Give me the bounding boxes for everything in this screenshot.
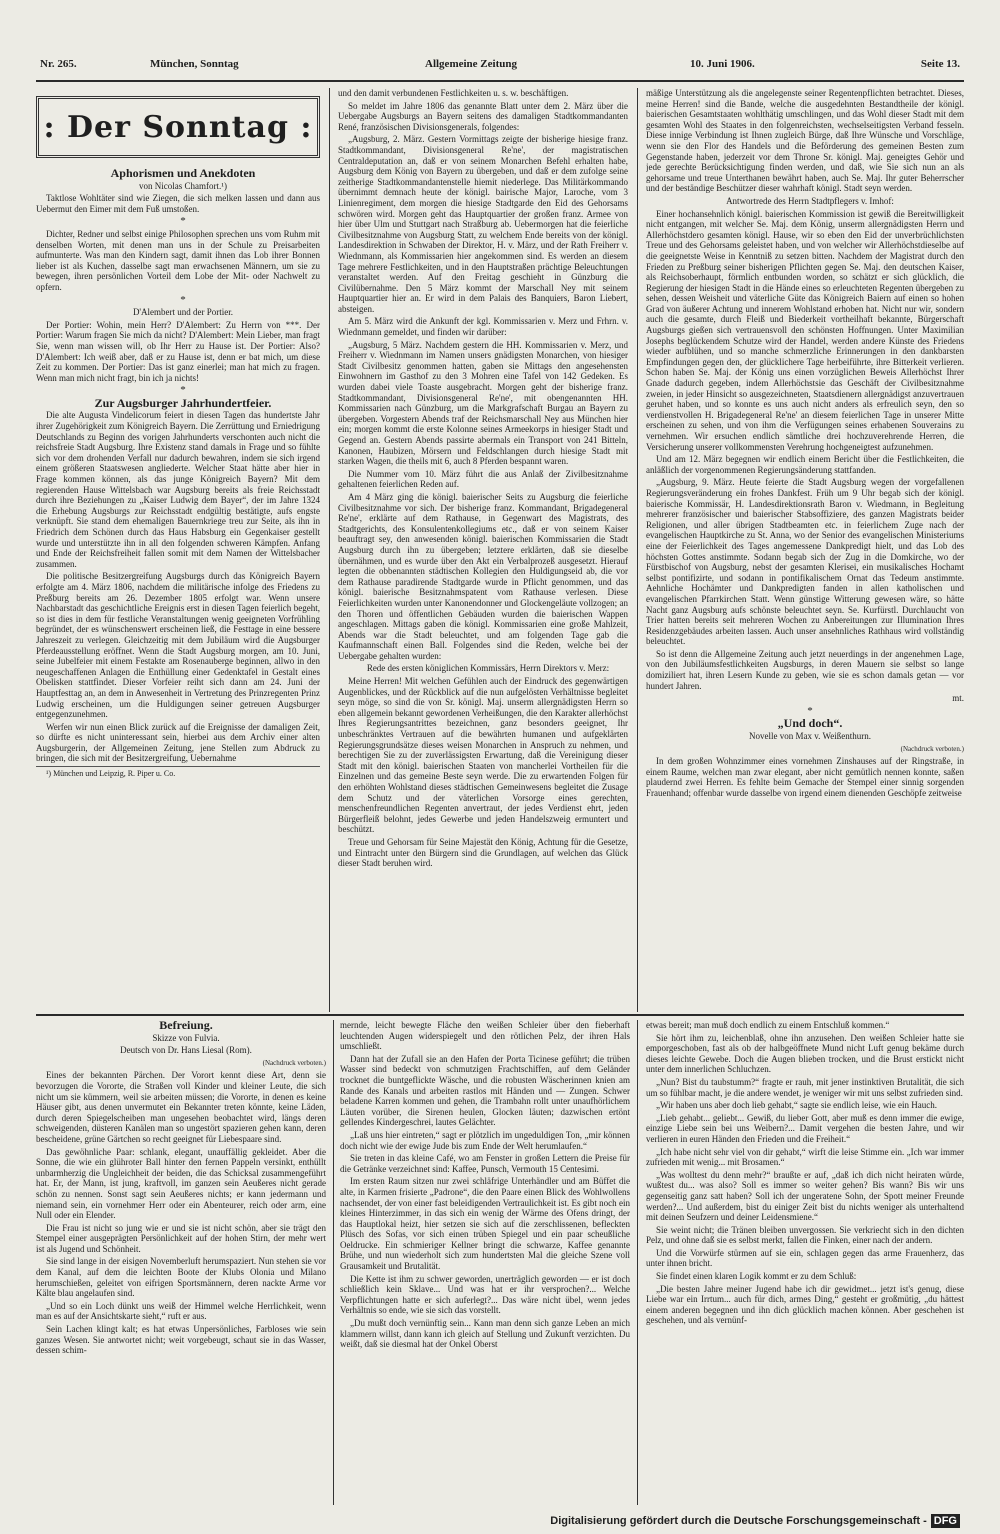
section-divider (36, 1014, 964, 1016)
paragraph: In dem großen Wohnzimmer eines vornehmen Zinshauses auf der Ringstraße, in einem Raume, welchen man zwar elegant, aber nicht gemütlich nennen konnte, saßen plaudernd zwei Herren. Es fehlte beim Gemache der Stempel einer sinnig sorgenden Frauenhand; offenbar wurde dasselbe von irgend einem dienenden Geschöpfe zeitweise (646, 756, 964, 798)
separator-star: * (807, 704, 813, 717)
aphorisms-title: Aphorismen und Anekdoten (110, 168, 256, 180)
paragraph: Die Frau ist nicht so jung wie er und sie ist nicht schön, aber sie trägt den Stempel einer ausgeprägten Persönlichkeit auf der hohen Stirn, der mehr wert ist als Jugend und Schönheit. (36, 1222, 326, 1254)
aphorisms-author: von Nicolas Chamfort.¹) (139, 180, 227, 191)
speech-heading: Rede des ersten königlichen Kommissärs, Herrn Direktors v. Merz: (366, 663, 610, 674)
paragraph: Eines der bekannten Pärchen. Der Vorort kennt diese Art, denn sie bevorzugen die Vororte, die Straßen voll Kinder und kleiner Leute, die sich nicht um sie kümmern, weil sie arbeiten müssen; die Vororte, in denen es keine Häuser gibt, aus denen unvermutet ein Bekannter treten könnte, keine Läden, durch deren Spiegelscheiben man ungesehen beobachtet wird, längs deren schweigenden, düsteren Kanälen man so ungestört spazieren gehen kann, deren bescheidene, grüne Gärtchen so recht geeignet für Liebespaare sind. (36, 1070, 326, 1144)
paragraph: Sie sind lange in der eisigen Novemberluft herumspaziert. Nun stehen sie vor dem Kanal, auf dem die leichten Boote der Klubs Olonia und Milano herumschießen, geleitet von eifrigen Sportsmännern, deren nackte Arme vor Kälte blau angelaufen sind. (36, 1256, 326, 1299)
paragraph: Im ersten Raum sitzen nur zwei schläfrige Unterhändler und am Büffet die alte, in Karmen frisierte „Padrone“, die den Paare einen Blick des Wohlwollens nachsendet, der von einer fast beleidigenden Vertraulichkeit ist. Es gibt noch ein kleines Hinterzimmer, in das sich ein wenig der Wärme des Ofens dringt, der das Hauptlokal heizt, hier setzen sie sich auf die zerschlissenen, befleckten Plüsch des Sofas, vor sich einen trüben Spiegel und ein paar scheußliche Oeldrucke. Ein schmieriger Kellner bringt die schwarze, Kaffee genannte Brühe, und nun wiederholt sich zum hundertsten Mal die gleiche Szene voll Grausamkeit und Brutalität. (340, 1176, 630, 1272)
paragraph: und den damit verbundenen Festlichkeiten u. s. w. beschäftigen. (338, 88, 569, 98)
column-divider (333, 1020, 334, 1505)
augsburg-title: Zur Augsburger Jahrhundertfeier. (94, 395, 272, 410)
separator-star: * (180, 215, 186, 228)
paragraph: Taktlose Wohltäter sind wie Ziegen, die sich melken lassen und dann aus Uebermut den Eimer mit dem Fuß umstoßen. (36, 193, 320, 214)
paragraph: Der Portier: Wohin, mein Herr? D'Alembert: Zu Herrn von ***. Der Portier: Warum fragen Sie mich da nicht? D'Alembert: Mein Lieber, man fragt Sie, wenn man wissen will, ob Ihr Herr zu Hause ist. Der Portier: Also? D'Alembert: Ich weiß aber, daß er zu Hause ist, denn er bat mich, um diese Zeit zu kommen. Der Portier: Das ist ganz einerlei; man hat mich zu fragen. Wenn man mich nicht fragt, bin ich ja nichts! (36, 319, 320, 383)
paragraph: Treue und Gehorsam für Seine Majestät den König, Achtung für die Gesetze, und Eintracht unter den Bürgern sind die Grundlagen, auf welchen das Glück dieser Stadt beruhen wird. (338, 836, 628, 869)
paragraph: Sie hört ihm zu, leichenblaß, ohne ihn anzusehen. Den weißen Schleier hatte sie emporgeschoben, fast als ob der halbgeöffnete Mund nicht Luft genug bekäme durch dieses leichte Gewebe. Doch die Augen blieben trocken, und die Brust erstickt nicht unter dem innerlichen Schluchzen. (646, 1032, 964, 1075)
paragraph: Sein Lachen klingt kalt; es hat etwas Unpersönliches, Farbloses wie sein ganzes Wesen. Sie antwortet nicht; weit vorgebeugt, schaut sie in das Wasser, dessen schim- (36, 1324, 326, 1356)
paragraph: Werfen wir nun einen Blick zurück auf die Ereignisse der damaligen Zeit, so dürfte es nicht uninteressant sein, hierbei aus dem Archiv einer alten Augsburgerin, der Allgemeinen Zeitung, jene Stellen zum Abdruck zu bringen, die sich mit der Besitzergreifung, Uebernahme (36, 721, 320, 764)
story-column-1 (36, 1020, 326, 1505)
story-column-2 (340, 1020, 630, 1505)
paragraph: „Augsburg, 5 März. Nachdem gestern die HH. Kommissarien v. Merz, und Freiherr v. Wiednmann im Namen unsers gnädigsten Monarchen, von hiesiger Stadt Civilbesitz genommen hatten, gaben sie Mittags den angesehensten Einwohnern im Gasthof zu den 3 Mohren eine Tafel von 142 Gedeken. Es wurden dabei viele Toaste ausgebracht. Morgen geht der bisherige franz. Stadtkommandant, Divisionsgeneral Re'ne', mit obengenannten HH. Kommissarien nach Günzburg, um die Markgrafschaft Burgau an Bayern zu übergeben. Vorgestern Abends traf der Reichsmarschall Ney aus München hier ein; morgen kommt die erste Kolonne seines Armeekorps in hiesiger Stadt und Gegend an. Gestern Abends passirte abermals ein Transport von 241 Bitteln, Kanonen, Haubizen, Mörsern und Feldschlangen durch hiesige Stadt mit starken Wagen, die theils mit 6, auch 8 Pferden bespannt waren. (338, 339, 628, 467)
paragraph: „Du mußt doch vernünftig sein... Kann man denn sich ganze Leben an mich klammern willst, dann kann ich gleich auf Stellung und Zukunft verzichten. Du weißt, daß sie diesmal hat der Onkel Oberst (340, 1318, 630, 1350)
newspaper-name: Allgemeine Zeitung (425, 58, 517, 70)
paragraph: Das gewöhnliche Paar: schlank, elegant, unauffällig gekleidet. Aber die Sonne, die wie ein glühroter Ball hinter den fernen Pappeln versinkt, enthüllt unbarmherzig die Ungleichheit der beiden, die das Schicksal zusammengeführt hat. Er, der Mann, ist jung, kraftvoll, im ganzen sein Aeußeres nicht gerade schön zu nennen. Sonst sagt sein Aeußeres nichts; er kann jedermann und niemand sein, ein vornehmer Herr oder ein Abenteurer, reich oder arm, eine Null oder ein Elender. (36, 1146, 326, 1221)
paragraph: Und am 12. März begegnen wir endlich einem Bericht über die Festlichkeiten, die anläßlich der vorgenommenen Regierungsänderung stattfanden. (646, 454, 964, 475)
paragraph: mäßige Unterstützung als die angelegenste seiner Regentenpflichten betrachtet. Dieses, meine Herren! sind die Bande, welche die ausgedehnten Bestandtheile der königl. baierischen Gesamtstaaten wohlthätig umschlingen, und das Wohl dieser Stadt mit dem gesamten Wohl des Staates in den folgenreichsten, wechselseitigsten Verband fesseln. Diese innige Verbindung ist Ihnen zugleich Bürge, daß Ihre Wünsche und Vorschläge, wenn sie den Flor des Handels und die Beförderung des gemeinen Besten zum Gegenstande haben, jederzeit vor dem Throne Sr. königl. Maj. geneigtes Gehör und jede gerechte Berücksichtigung finden werden, und daß, wie Sie sich nun an als gehorsame und treue Unterthanen bewährt haben, auch Se. Maj. Ihr guter Beherrscher und der beständige Beschützer dieser wahrhaft königl. Stadt seyn werden. (646, 88, 964, 194)
paragraph: So ist denn die Allgemeine Zeitung auch jetzt neuerdings in der angenehmen Lage, von den Jubiläumsfestlichkeiten Augsburgs, in deren Mauern sie selbst so lange domiziliert hat, ihren Lesern Kunde zu geben, wie sie es schon damals getan — vor hundert Jahren. (646, 648, 964, 691)
paragraph: „Nun? Bist du taubstumm?“ fragte er rauh, mit jener instinktiven Brutalität, die sich um so fühlbar macht, je die andere wendet, je weniger wir mit uns selbst zufrieden sind. (646, 1076, 964, 1098)
column-1 (36, 168, 320, 1008)
page-number: Seite 13. (920, 58, 960, 70)
paragraph: „Lieb gehabt... geliebt... Gewiß, du lieber Gott, aber muß es denn immer die ewige, einzige Liebe sein bei uns Weibern?... Damit vergehen die besten Jahre, und wir verlieren in euren Händen den Frieden und die Freiheit.“ (646, 1112, 964, 1144)
story-translator: Deutsch von Dr. Hans Liesal (Rom). (120, 1045, 252, 1056)
reprint-note: (Nachdruck verboten.) (900, 744, 964, 753)
footer-text: Digitalisierung gefördert durch die Deutsche Forschungsgemeinschaft - (550, 1515, 927, 1527)
paragraph: Dichter, Redner und selbst einige Philosophen sprechen uns vom Ruhm mit denselben Worten, mit denen man uns in der Schule zu Preisarbeiten aufmunterte. Was man den Kindern sagt, damit ihnen das Lob ihrer Bonnen lieber ist als Kuchen, dasselbe sagt man erwachsenen Männern, um sie zu bewegen, ihren persönlichen Vorteil dem Lobe der Mit- oder Nachwelt zu opfern. (36, 228, 320, 292)
story-title: Befreiung. (159, 1020, 213, 1032)
paragraph: Die politische Besitzergreifung Augsburgs durch das Königreich Bayern erfolgte am 4. März 1806, nachdem die militärische infolge des Friedens zu Preßburg bereits am 26. Dezember 1805 erfolgt war. Wenn unsere Nachbarstadt das geschichtliche Ereignis erst in diesen Tagen feierlich begeht, so ist dies in dem für festliche Veranstaltungen wenig geeigneten Vorfrühling begründet, der es wünschenswert erscheinen ließ, die Festtage in eine bessere Jahreszeit zu verlegen. Gleichzeitig mit dem Jubiläum wird die Augsburger Pferdeausstellung eröffnet. Wenn die Stadt Augsburg morgen, am 10. Juni, seine Jubelfeier mit einem Festakte am Rosenauberge beginnen, allwo in den neugeschaffenen Anlagen die Enthüllung einer Gedenktafel in Gestalt eines Obelisken stattfindet. Dieser Vorfeier reiht sich dann am 24. Juni der Hauptfesttag an, an dem in Anwesenheit in Vertretung des Prinzregenten Prinz Ludwig erscheinen, um die Huldigungen seiner getreuen Augsburger entgegenzunehmen. (36, 571, 320, 720)
column-2 (338, 88, 628, 1008)
column-divider (637, 1020, 638, 1505)
paragraph: etwas bereit; man muß doch endlich zu einem Entschluß kommen.“ (646, 1020, 890, 1030)
paragraph: Sie findet einen klaren Logik kommt er zu dem Schluß: (656, 1271, 857, 1282)
paragraph: Am 4 März ging die königl. baierischer Seits zu Augsburg die feierliche Civilbesitznahme vor sich. Der bisherige franz. Kommandant, Brigadegeneral Re'ne', erklärte auf dem Rathause, in Gegenwart des Magistrats, des Stadtgerichts, des Konsulentenkollegiums etc., daß er von seinem Kaiser beauftragt sey, den anwesenden königl. baierischen Kommissarien die Stadt Augsburg durch ihn zu übergeben; letztere erklärten, daß sie dieselbe übernähmen, und es wurde über den Akt ein Verbalprozeß ausgesetzt. Hierauf legten die obbenannten städtischen Kollegien den Huldigungseid ab, die vor dem Rathause paradirende Stadtgarde wurde in Pflicht genommen, und das königl. baierische Besitznahmspatent vom Rathause verlesen. Diese Feierlichkeiten wurden unter Kanonendonner und Glockengeläute vollzogen; an den Thoren und öffentlichen Gebäuden wurden die baierischen Wappen angeschlagen. Mittags gaben die königl. Kommissarien eine große Mahlzeit, Abends war die Stadt beleuchtet, und am folgenden Tage gab die Kaufmannschaft einen Ball. Folgendes sind die Reden, welche bei der Uebergabe gehalten wurden: (338, 491, 628, 661)
paragraph: „Und so ein Loch dünkt uns weiß der Himmel welche Herrlichkeit, wenn man es auf der Ansichtskarte sieht,“ ruft er aus. (36, 1300, 326, 1322)
place-day: München, Sonntag (150, 58, 239, 70)
paragraph: „Was wolltest du denn mehr?“ braußte er auf, „daß ich dich nicht heiraten würde, wußtest du... was also? Soll es immer so weiter gehen? Bis wann? Bis wir uns gegenseitig ganz satt haben? Soll ich der ungeratene Sohn, der Spott meiner Freunde werden?... Und außerdem, bist du einiger Zeit bist du nichts weniger als unterhaltend mit deinen Seufzern und deiner Leidensmiene.“ (646, 1169, 964, 1223)
story-subtitle: Skizze von Fulvia. (152, 1032, 220, 1043)
paragraph: Einer hochansehnlich königl. baierischen Kommission ist gewiß die Bereitwilligkeit nicht entgangen, mit welcher Se. Maj. dem König, unserm allergnädigsten Herrn und Allerhöchstdero gesamten königl. Hause, wir so eben den Eid der unverbrüchlichsten Treue und des Gehorsams geleistet haben, und von welcher wir Allerhöchstdieselbe auf die geeignetste Weise in Kenntniß zu setzen bitten. Nachdem der Magistrat durch den Frieden zu Preßburg seiner bisherigen Pflichten gegen Se. Maj. den deutschen Kaiser, als Reichsoberhaupt, förmlich entbunden worden, so schätzt er sich glücklich, die Regierung der hiesigen Stadt in die Hände eines so erleuchteten Regenten übergeben zu sehen, dessen Weisheit und väterliche Güte das Königreich Baiern auf einen so hohen Grad von äußerer Achtung und innerem Wohlstand erhoben hat. Nicht nur wir, sondern auch die gesamte, durch Fleiß und Biederkeit vortheilhaft bekannte, Bürgerschaft Augsburgs gießen sich vertrauensvoll den schönsten Hoffnungen. Unter Maximilian Josephs beglückendem Schutze wird der Handel, werden andere Künste des Friedens wieder aufblühen, und so manche schmerzliche Erinnerungen in den dankbarsten Empfindungen gegen den, der glücklichere Tage herbeiführte, ihre Bitterkeit verlieren. Schon haben Se. Maj. der König uns einen vorzüglichen Beweis Allerhöchst Ihrer Gnade dadurch gegeben, indem Allerhöchstsie das Geschäft der Civilbesitznahme zweien, in jeder Hinsicht so ausgezeichneten, Staatsdienern allergnädigst anzuvertrauen geruhet haben, und so konnte es uns auch nicht anders als erfreulich seyn, den so verdienstvollen H. Brigadegeneral Re'ne' an diesem feierlichen Tage in unserer Mitte erscheinen zu sehen, und von ihm die Verfügungen seines erhabenen Souverains zu vernehmen. Wir ersuchen endlich sämtliche drei hochzuverehrende Herren, die Versicherung unserer vollkommensten Verehrung hochgeneigtest aufzunehmen. (646, 208, 964, 452)
paragraph: Am 5. März wird die Ankunft der kgl. Kommissarien v. Merz und Frhrn. v. Wiednmann gemeldet, und finden wir darüber: (338, 316, 628, 338)
paragraph: mernde, leicht bewegte Fläche den weißen Schleier über den fieberhaft leuchtenden Augen widerspiegelt und den rötlichen Pelz, der ihren Hals umschließt. (340, 1020, 630, 1052)
separator-star: * (180, 384, 186, 397)
paragraph: Die Nummer vom 10. März führt die aus Anlaß der Zivilbesitznahme gehaltenen feierlichen Reden auf. (338, 468, 628, 490)
issue-number: Nr. 265. (40, 58, 77, 70)
signature: mt. (952, 693, 964, 704)
paragraph: Die Kette ist ihm zu schwer geworden, unerträglich geworden — er ist doch schließlich kein Sklave... Und was hat er ihr versprochen?... Welche Verpflichtungen hatte er sich auferlegt?... Das wäre nicht übel, wenn jedes Verhältnis so ende, wie sie sich das vorstellt. (340, 1273, 630, 1316)
speech-heading: Antwortrede des Herrn Stadtpflegers v. Imhof: (726, 195, 894, 206)
digitization-footer (0, 1510, 1000, 1534)
paragraph: Sie weint nicht; die Tränen bleiben unvergossen. Sie verkriecht sich in den dichten Pelz, und ohne daß sie es selbst merkt, fallen die Finken, einer nach der andern. (646, 1224, 964, 1246)
paragraph: „Augsburg, 2. März. Gestern Vormittags zeigte der bisherige hiesige franz. Stadtkommandant, Divisionsgeneral Re'ne', der magistratischen Centraldeputation an, daß er von seinem Monarchen Befehl erhalten habe, Augsburg dem König von Bayern zu übergeben, und daß er dem zufolge seine zeitherige Stadtkommandantenstelle hiemit niederlege. Das Militärkommando übernimmt demnach heute der königl. bairische Major, Laroche, vom 3 Linienregiment, dem morgen die hiesige Stadtgarde den Eid des Gehorsams schwören wird. Morgen geht das Hauptquartier der großen franz. Armee von hier über Ulm und Stuttgart nach Straßburg ab. Uebermorgen hat die feierliche Civilbesitznahme von Augsburg Statt, zu welchem Ende bereits von der königl. Landesdirektion in Schwaben der Direktor, H. v. März, und der Rath Freiherr v. Wiednmann, als Kommissarien hier angekommen sind. Es werden an diesem Tage mehrere Festlichkeiten, und in den Hauptstraßen prächtige Beleuchtungen veranstaltet werden. Auf den Freitag geschieht in Günzburg die Civilübernahme. Den 5 März kommt der Marschall Ney mit seinem Hauptquartier hier an. Er wird in dem Palais des Banquiers, Baron Liebert, absteigen. (338, 134, 628, 314)
novella-title: „Und doch“. (777, 716, 843, 731)
dfg-logo: DFG (931, 1514, 960, 1528)
reprint-note: (Nachdruck verboten.) (262, 1058, 326, 1067)
separator-star: * (180, 293, 186, 306)
story-column-3 (646, 1020, 964, 1505)
issue-date: 10. Juni 1906. (690, 58, 755, 70)
paragraph: „Laß uns hier eintreten,“ sagt er plötzlich im ungeduldigen Ton, „mir können doch nicht wie der ewige Jude bis zum Ende der Welt herumlaufen.“ (340, 1129, 630, 1151)
paragraph: „Augsburg, 9. März. Heute feierte die Stadt Augsburg wegen der vorgefallenen Regierungsveränderung ein frohes Dankfest. Früh um 9 Uhr begab sich der königl. baierische Kommissär, H. Landesdirektionsrath Baron v. Wiedmann, in Begleitung mehrerer französischer und baierischer Stabsoffiziere, des ganzen Magistrats beider Religionen, und aller übrigen Stadtbeamten etc. in feierlichem Zuge nach der evangelischen Hauptkirche zu St. Anna, wo der Senior des evangelischen Ministeriums eine der Feierlichkeit des Tages angemessene Dankpredigt hielt, und das Lob des höchsten Gottes anstimmte. Sodann begab sich der Zug in die Domkirche, wo der Fürstbischof von Augsburg, nebst der gesamten Klerisei, ein musikalisches Hochamt selbst pontifizirte, und sodann in pontifikalischem Ornat das Tedeum anstimmte. Aehnliche Hochämter und Dankpredigten fanden in allen katholischen und evangelischen Pfarrkirchen Statt. Wenn günstige Witterung gewesen wäre, so hätte Nacht ganz Augsburg aufs schönste beleuchtet seyn. Se. Kurfürstl. Durchlaucht von Trier hatten bereits seit mehreren Wochen zu Anbereitungen zur Illumination Ihres Residenzgebäudes arbeiten lassen. Auch unser ansehnliches Rathhaus wird vollständig beleuchtet. (646, 477, 964, 647)
footnote: ¹) München und Leipzig, R. Piper u. Co. (36, 766, 320, 780)
column-divider (329, 88, 330, 1012)
paragraph: Dann hat der Zufall sie an den Hafen der Porta Ticinese geführt; die trüben Wasser sind bedeckt von schmutzigen Frachtschiffen, auf dem Geländer trocknet die buntgeflickte Wäsche, und die robusten Wäscherinnen knien am Rande des Kanals und arbeiten rastlos mit Händen und — Zungen. Schwer beladene Karren kommen und gehen, die Trambahn rollt unter unaufhörlichem Läuten vorüber, die Sirenen heulen, Glocken läuten; dazwischen ertönt gellendes Kindergeschrei, lautes Gelächter. (340, 1053, 630, 1128)
page-header (40, 56, 960, 76)
column-divider (637, 88, 638, 1012)
paragraph: Und die Vorwürfe stürmen auf sie ein, schlagen gegen das arme Frauenherz, das unter ihnen bricht. (646, 1247, 964, 1269)
footer-text-wrap (550, 1514, 960, 1528)
paragraph: Die alte Augusta Vindelicorum feiert in diesen Tagen das hundertste Jahr ihrer Zugehörigkeit zum Königreich Bayern. Die Zerrüttung und Erniedrigung Deutschlands zu Beginn des vorigen Jahrhunderts verschonten auch nicht die reichsfreie Stadt Augsburg. Ihre Existenz stand damals in Frage und so fühlte sich vor dem drohenden Verfall nur dadurch bewahren, indem sie sich irgend einem größeren Staatswesen angliederte. Welcher Staat hätte aber hier in Frage kommen können, als das junge Königreich Bayern? Mit dem regierenden Hause Wittelsbach war Augsburg bereits als freie Reichsstadt durch ihre Beziehungen zu „Kaiser Ludwig dem Bayer“, der im Jahre 1324 die Erhebung Augsburgs zur Reichsstadt endgültig bestätigte, aufs engste verknüpft. Sie stand dem ehemaligen Bauernkriege treu zur Seite, als ihn in Friedrich dem Schönen durch das Haus Habsburg ein Gegenkaiser gestellt wurde und unterstützte ihn in all den folgenden schweren Kämpfen. Anfang und Ende der Reichsfreiheit fallen somit mit dem Namen der Wittelsbacher zusammen. (36, 410, 320, 569)
paragraph: „Wir haben uns aber doch lieb gehabt,“ sagte sie endlich leise, wie ein Hauch. (656, 1100, 938, 1111)
anecdote-title: D'Alembert und der Portier. (132, 307, 234, 318)
header-rule (36, 80, 964, 82)
column-3 (646, 88, 964, 1008)
paragraph: „Die besten Jahre meiner Jugend habe ich dir gewidmet... jetzt ist's genug, diese Liebe war ein Irrtum... auch für dich, armes Ding,“ gesteht er großmütig, „du hättest einem anderen begegnen und ihn dich glücklich machen können. Aber geschehen ist geschehen, und als vernünf- (646, 1283, 964, 1326)
paragraph: „Ich habe nicht sehr viel von dir gehabt,“ wirft die leise Stimme ein. „Ich war immer zufrieden mit wenig... mit Brosamen.“ (646, 1146, 964, 1168)
paragraph: Sie treten in das kleine Café, wo am Fenster in großen Lettern die Preise für die Getränke verzeichnet sind: Kaffee, Punsch, Vermouth 15 Centesimi. (340, 1153, 630, 1174)
section-title: : Der Sonntag : (36, 96, 320, 158)
paragraph: Meine Herren! Mit welchen Gefühlen auch der Eindruck des gegenwärtigen Augenblickes, und der Rückblick auf die nun aufgelösten Verhältnisse begleitet seyn möge, so sind die von Sr. königl. Maj. unserm allergnädigsten Herrn so eben allgemein bekannt gewordenen Verheißungen, die den Karakter allerhöchst Ihres Regierungsantrittes bezeichnen, ganz besonders geeignet, Ihr unbeschränktes Vertrauen auf die bewährten humanen und aufgeklärten Regierungsgrundsätze dieses weisen Monarchen in Anspruch zu nehmen, und berechtigen Sie zu der zuverlässigsten Erwartung, daß die Vereinigung dieser Stadt mit den königl. baierischen Staaten von mancherlei Vortheilen für die Einzelnen und das gemeine Beste seyn werde. Die zu erwartenden Folgen für den erhöhten Wohlstand dieses städtischen Gemeinwesens begleitet die Zusage dem Schutz und der väterlichen Vorsorge eines gerechten, menschenfreundlichen Regenten anvertraut, der jedes Verdienst ehrt, jeden Bürgerfleiß belohnt, jedes Gewerbe und jeden Handelszweig ermuntert und beschützt. (338, 676, 628, 835)
paragraph: So meldet im Jahre 1806 das genannte Blatt unter dem 2. März über die Uebergabe Augsburgs an Bayern seitens des damaligen Stadtkommandanten René, französischen Divisionsgenerals, folgendes: (338, 100, 628, 132)
novella-author: Novelle von Max v. Weißenthurn. (748, 731, 871, 742)
